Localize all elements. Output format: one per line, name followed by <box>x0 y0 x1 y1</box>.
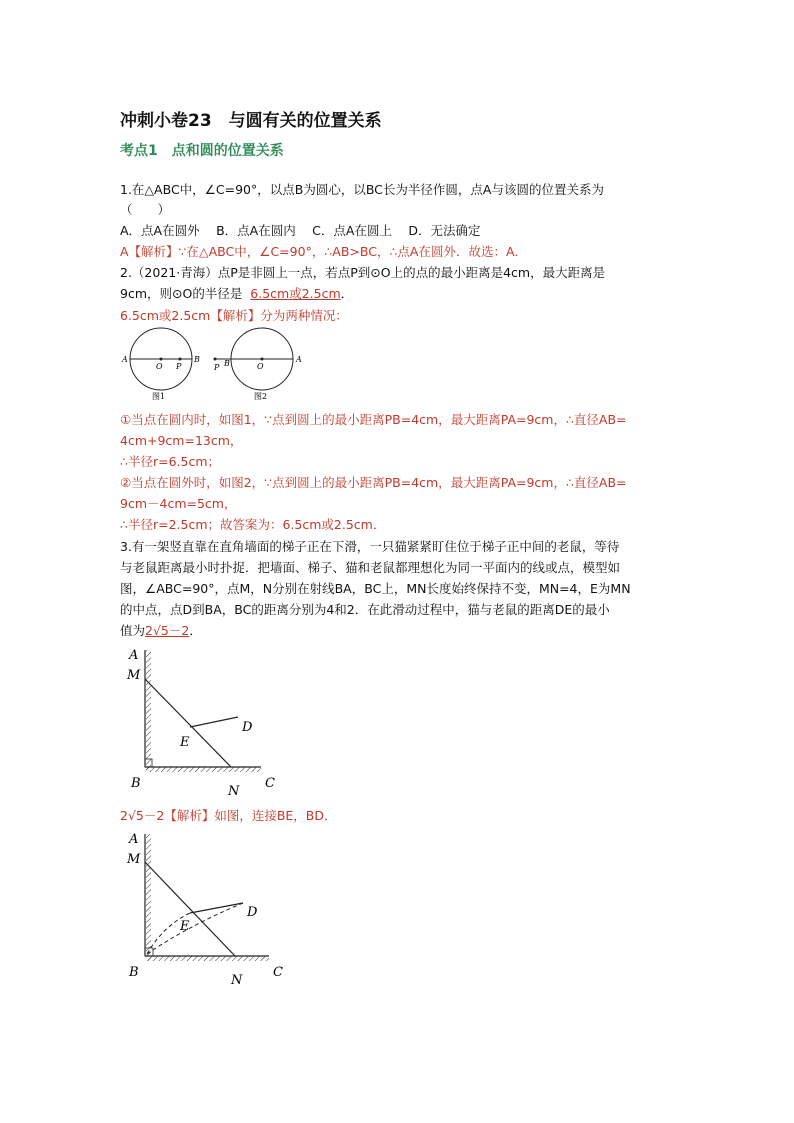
fig1-center-point <box>160 358 163 361</box>
label-a-2: A <box>129 832 139 847</box>
ladder-solution-figure <box>118 826 298 986</box>
label-e: E <box>180 735 190 750</box>
fig1-label-b: B <box>194 355 200 364</box>
label-n: N <box>228 784 240 799</box>
q2-case1-a: ①当点在圆内时，如图1，∵点到圆上的最小距离PB=4cm，最大距离PA=9cm，∴直径AB= <box>120 412 627 427</box>
label-d: D <box>242 720 253 735</box>
fig2-point-p <box>214 358 217 361</box>
q1-line1: 1.在△ABC中，∠C=90°，以点B为圆心，以BC长为半径作圆，点A与该圆的位置关系为 <box>120 182 604 197</box>
fig1-point-p <box>179 358 182 361</box>
q3-line1: 3.有一架竖直靠在直角墙面的梯子正在下滑，一只猫紧紧盯住位于梯子正中间的老鼠，等待 <box>120 539 620 554</box>
q2-case2-c: ∴半径r=2.5cm；故答案为：6.5cm或2.5cm． <box>120 517 386 532</box>
fig2-center-point <box>261 358 264 361</box>
circle-figures <box>118 326 308 406</box>
segment-ed-2 <box>190 903 243 913</box>
wall-hatch <box>146 650 151 772</box>
ladder-mn <box>145 679 231 767</box>
q2-case1-c: ∴半径r=6.5cm； <box>120 454 220 469</box>
fig1-label-p: P <box>176 362 182 371</box>
page-title: 冲刺小卷23 与圆有关的位置关系 <box>120 111 382 131</box>
q2-solution-lead: 6.5cm或2.5cm【解析】分为两种情况： <box>120 308 348 323</box>
segment-ed <box>190 717 238 727</box>
q2-answer: 6.5cm或2.5cm <box>250 286 341 301</box>
fig2-label-p: P <box>214 363 220 372</box>
q3-line3: 图，∠ABC=90°，点M，N分别在射线BA，BC上，MN长度始终保持不变，MN=4，E为MN <box>120 581 631 596</box>
q3-solution: 2√5－2【解析】如图，连接BE，BD． <box>120 808 337 823</box>
label-a: A <box>129 648 139 663</box>
label-c-2: C <box>273 965 283 980</box>
floor-hatch-2 <box>146 956 269 961</box>
fig2-label-a: A <box>296 355 302 364</box>
label-e-2: E <box>180 919 190 934</box>
label-b: B <box>131 776 141 791</box>
q2-line2-suffix: ． <box>340 286 354 301</box>
label-m-2: M <box>127 852 141 867</box>
figure-2 <box>213 328 302 401</box>
q2-case2-b: 9cm－4cm=5cm， <box>120 496 237 511</box>
q1-line2: （ ） <box>120 202 171 217</box>
label-c: C <box>265 776 275 791</box>
section-heading: 考点1 点和圆的位置关系 <box>120 143 284 159</box>
q1-solution: A【解析】∵在△ABC中，∠C=90°，∴AB>BC，∴点A在圆外．故选：A． <box>120 244 528 259</box>
wall-hatch-2 <box>146 834 151 961</box>
q2-line2-prefix: 9cm，则⊙O的半径是 <box>120 286 243 301</box>
label-d-2: D <box>247 905 258 920</box>
fig1-caption: 图1 <box>152 392 166 401</box>
ladder-figure <box>118 645 288 800</box>
q3-line4: 的中点，点D到BA，BC的距离分别为4和2．在此滑动过程中，猫与老鼠的距离DE的最小 <box>120 602 610 617</box>
ladder-mn-2 <box>145 862 235 956</box>
q2-case2-a: ②当点在圆外时，如图2，∵点到圆上的最小距离PB=4cm，最大距离PA=9cm，∴直径AB= <box>120 475 627 490</box>
q3-answer: 2√5－2 <box>145 623 190 638</box>
q3-line5-suffix: ． <box>189 623 202 638</box>
fig2-label-o: O <box>257 362 264 371</box>
label-b-2: B <box>129 965 139 980</box>
q3-line2: 与老鼠距离最小时扑捉．把墙面、梯子、猫和老鼠都理想化为同一平面内的线或点，模型如 <box>120 560 621 575</box>
label-n-2: N <box>231 973 243 986</box>
dashed-bd <box>147 903 243 954</box>
fig1-label-a: A <box>122 355 128 364</box>
q2-line1: 2.（2021·青海）点P是非圆上一点，若点P到⊙O上的点的最小距离是4cm，最大距离是 <box>120 265 606 280</box>
q3-line5-prefix: 值为 <box>120 623 146 638</box>
q1-options: A．点A在圆外 B．点A在圆内 C．点A在圆上 D．无法确定 <box>120 223 481 238</box>
figure-1 <box>121 328 200 401</box>
q3-line5 <box>120 621 202 641</box>
q2-case1-b: 4cm+9cm=13cm， <box>120 433 243 448</box>
q2-line2 <box>120 284 353 304</box>
fig2-caption: 图2 <box>254 392 268 401</box>
floor-hatch <box>146 767 261 772</box>
fig1-label-o: O <box>156 362 163 371</box>
label-m: M <box>127 668 141 683</box>
fig2-label-b: B <box>224 359 230 368</box>
